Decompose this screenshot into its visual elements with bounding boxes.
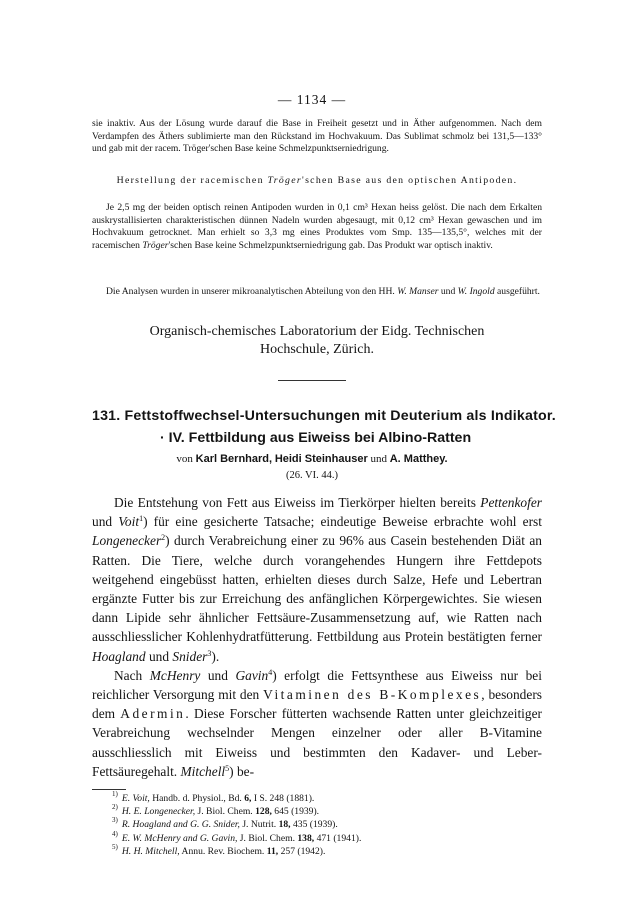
- footnote-ref[interactable]: 2: [161, 533, 166, 543]
- experimental-paragraph: [92, 202, 542, 252]
- footnotes: [112, 792, 542, 858]
- footnote-ref[interactable]: 1: [139, 514, 144, 524]
- preceding-text: sie inaktiv. Aus der Lösung wurde darauf die Base in Freiheit gesetzt und in Äther aufgenommen. Nach dem Verdampfen des Äthers sublimierte man den Rückstand im Hochvakuum. Das Sublimat schmolz bei 131,5—133° und gab mit der racem. Tröger'schen Base keine Schmelzpunktserniedrigung.: [92, 118, 542, 155]
- laboratory-affiliation: [92, 323, 542, 358]
- cited-name: Mitchell: [180, 763, 226, 779]
- lab-line-2: Hochschule, Zürich.: [260, 341, 374, 357]
- section-divider: [278, 380, 346, 381]
- exp-text-b: 'schen Base keine Schmelzpunktserniedrigung gab. Das Produkt war optisch inaktiv.: [168, 239, 493, 251]
- heading-text-b: 'schen Base aus den optischen Antipoden.: [302, 175, 518, 186]
- authors-und: und: [370, 453, 387, 465]
- experimental-heading: [92, 175, 542, 188]
- spaced-emphasis: Vitaminen des B-Komplexes: [263, 687, 482, 703]
- authors-line: [0, 453, 624, 465]
- footnote-divider: [92, 789, 126, 790]
- cited-name: Voit: [118, 514, 140, 530]
- preceding-paragraph: [92, 118, 542, 156]
- authors-von: von: [176, 453, 193, 465]
- footnote: $^{2)}$ H. E. Longenecker, J. Biol. Chem. 128, 645 (1939).: [112, 803, 320, 818]
- analysis-text-a: Die Analysen wurden in unserer mikroanalytischen Abteilung von den HH.: [106, 286, 395, 297]
- exp-text-a: Je 2,5 mg der beiden optisch reinen Antipoden wurden in 0,1 cm³ Hexan heiss gelöst. Die nach dem Erkalten auskrystallisierten charakteristischen dünnen Nadeln wurden abgesaugt, mit 0,12 cm³ Hexan gewaschen und im Hochvakuum getrocknet. Man erhielt so 3,3 mg eines Produktes vom Smp. 135—135,5°, welches mit der racemischen: [92, 202, 542, 251]
- author-2: Heidi Steinhauser: [274, 453, 368, 465]
- body-paragraph-1: Die Entstehung von Fett aus Eiweiss im Tierkörper hielten bereits Pettenkofer und Voit$^1$) für eine gesicherte Tatsache; eindeutige Beweise erbrachte wohl erst Longenecker$^2$) durch Verabreichung einer zu 96% aus Casein bestehenden Diät an Ratten. Die Tiere, welche durch vorangehendes Hungern ihre Fettdepots weitgehend eingebüsst hatten, erhielten dieses durch Salze, Hefe und Lebertran ergänzte Futter bis zur Erreichung des anfänglichen Körpergewichtes. Sie wiesen dann Lipide sehr ähnlicher Fettsäure-Zusammensetzung auf, wie Ratten nach ausschliesslicher Kohlenhydratfütterung. Fettbildung aus Protein bestätigten ferner Hoagland und Snider$^3$).: [92, 495, 542, 664]
- analyst-1: W. Manser: [397, 286, 439, 297]
- article-title-line-1: 131. Fettstoffwechsel-Untersuchungen mit Deuterium als Indikator.: [92, 408, 556, 424]
- footnote: $^{1)}$ E. Voit, Handb. d. Physiol., Bd. 6, I S. 248 (1881).: [112, 790, 315, 804]
- received-date: (26. VI. 44.): [285, 470, 338, 481]
- body-paragraph-2: Nach McHenry und Gavin$^4$) erfolgt die Fettsynthese aus Eiweiss nur bei reichlicher Versorgung mit den Vitaminen des B-Komplexes, besonders dem Adermin. Diese Forscher fütterten wachsende Ratten unter gleichzeitiger Verabreichung wechselnder Mengen einzelner oder aller B-Vitamine ausschliesslich mit Eiweiss und bestimmten den Kadaver- und Leber-Fettsäuregehalt. Mitchell$^5$) be-: [92, 667, 542, 779]
- analysis-text-b: ausgeführt.: [497, 286, 540, 297]
- author-3: A. Matthey.: [389, 453, 448, 465]
- analysis-und: und: [440, 286, 456, 297]
- cited-name: Gavin: [235, 667, 269, 683]
- lab-line-1: Organisch-chemisches Laboratorium der Eidg. Technischen: [149, 324, 485, 339]
- heading-text-a: Herstellung der racemischen: [116, 175, 264, 186]
- footnote-ref[interactable]: 4: [268, 667, 273, 677]
- cited-name: Pettenkofer: [480, 495, 542, 510]
- spaced-emphasis: Adermin: [120, 706, 186, 722]
- cited-name: Longenecker: [92, 533, 162, 549]
- footnote: $^{4)}$ E. W. McHenry and G. Gavin, J. Biol. Chem. 138, 471 (1941).: [112, 829, 362, 844]
- analyst-2: W. Ingold: [457, 286, 495, 297]
- heading-name: Tröger: [267, 175, 302, 186]
- footnote-ref[interactable]: 5: [225, 763, 230, 773]
- analysis-note: [92, 286, 542, 299]
- cited-name: Hoagland: [92, 648, 146, 664]
- exp-name: Tröger: [142, 239, 169, 251]
- footnote: $^{5)}$ H. H. Mitchell, Annu. Rev. Biochem. 11, 257 (1942).: [112, 842, 326, 857]
- article-body: [92, 493, 542, 781]
- article-title-line-2: · IV. Fettbildung aus Eiweiss bei Albino-Ratten: [160, 430, 472, 446]
- page-number: — 1134 —: [277, 92, 347, 107]
- cited-name: Snider: [172, 648, 208, 664]
- footnote: $^{3)}$ R. Hoagland and G. G. Snider, J. Nutrit. 18, 435 (1939).: [112, 816, 338, 831]
- author-1: Karl Bernhard,: [195, 453, 273, 465]
- footnote-ref[interactable]: 3: [207, 648, 212, 658]
- cited-name: McHenry: [149, 667, 201, 683]
